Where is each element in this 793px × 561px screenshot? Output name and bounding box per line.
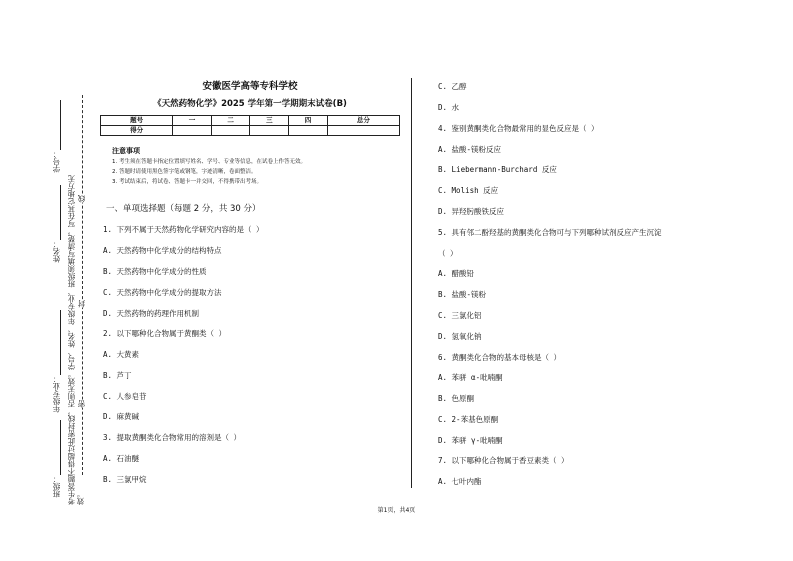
option-line: B. 色原酮 xyxy=(438,394,475,403)
option-line: C. 2-苯基色原酮 xyxy=(438,415,499,424)
option-line: D. 苯骈 γ-吡喃酮 xyxy=(438,436,503,445)
notice-item: 2. 答题时请使用黑色签字笔或钢笔，字迹清晰，卷面整洁。 xyxy=(112,169,257,175)
option-line: A. 醋酸铅 xyxy=(438,269,475,278)
question-line: 2. 以下哪种化合物属于黄酮类（ ） xyxy=(103,329,227,338)
page-number: 第1页，共4页 xyxy=(377,507,416,514)
seal-warning: 考生答题不得超过此密封线，否则无效。学号、姓名、年级专业、班级须填写清楚，写在其它地方无效。 xyxy=(67,175,85,505)
notice-heading: 注意事项 xyxy=(112,147,140,155)
option-line: B. 盐酸-镁粉 xyxy=(438,290,487,299)
option-line: A. 苯骈 α-吡喃酮 xyxy=(438,373,503,382)
grade-major-line[interactable] xyxy=(60,310,61,375)
question-line: 3. 提取黄酮类化合物常用的溶剂是（ ） xyxy=(103,433,242,442)
score-cell[interactable] xyxy=(289,126,328,136)
option-line: C. 人参皂苷 xyxy=(103,392,147,401)
option-line: A. 大黄素 xyxy=(103,350,140,359)
name-label: 姓名： xyxy=(52,240,61,263)
score-header-cell: 二 xyxy=(211,116,250,126)
class-label: 班级： xyxy=(52,475,61,498)
score-cell[interactable] xyxy=(327,126,399,136)
option-line: D. 氢氧化钠 xyxy=(438,332,482,341)
score-header-cell: 三 xyxy=(250,116,289,126)
score-cell[interactable] xyxy=(211,126,250,136)
exam-title: 《天然药物化学》2025 学年第一学期期末试卷(B) xyxy=(153,99,347,109)
student-id-label: 学号： xyxy=(52,150,61,173)
score-cell[interactable] xyxy=(250,126,289,136)
option-line: B. Liebermann-Burchard 反应 xyxy=(438,165,557,174)
score-row-label: 得分 xyxy=(101,126,173,136)
name-line[interactable] xyxy=(60,185,61,240)
student-id-line[interactable] xyxy=(60,100,61,150)
question-line: 7. 以下哪种化合物属于香豆素类（ ） xyxy=(438,456,569,465)
option-line: C. 天然药物中化学成分的提取方法 xyxy=(103,288,222,297)
grade-major-label: 年级专业： xyxy=(52,375,61,413)
option-line: B. 天然药物中化学成分的性质 xyxy=(103,267,207,276)
option-line: A. 石油醚 xyxy=(103,454,140,463)
option-line: A. 七叶内酯 xyxy=(438,477,482,486)
option-line: A. 天然药物中化学成分的结构特点 xyxy=(103,246,222,255)
option-line: D. 天然药物的药理作用机制 xyxy=(103,309,200,318)
score-header-cell: 总分 xyxy=(327,116,399,126)
option-line: D. 异羟肟酸铁反应 xyxy=(438,207,505,216)
score-table-header-row xyxy=(101,116,400,126)
option-line: B. 芦丁 xyxy=(103,371,132,380)
notice-item: 3. 考试结束后，将试卷、答题卡一并交回，不得携带出考场。 xyxy=(112,179,262,185)
question-continuation: （ ） xyxy=(438,249,458,258)
section-heading: 一、单项选择题（每题 2 分，共 30 分） xyxy=(106,204,261,214)
option-line: C. 三氯化铝 xyxy=(438,311,482,320)
question-line: 5. 具有邻二酚羟基的黄酮类化合物可与下列哪种试剂反应产生沉淀 xyxy=(438,228,662,237)
seal-char-xian: 线 xyxy=(77,195,86,203)
seal-char-feng: 封 xyxy=(77,300,86,308)
seal-char-mi: 密 xyxy=(77,400,86,408)
notice-item: 1. 考生须在答题卡指定位置填写姓名、学号、专业等信息，在试卷上作答无效。 xyxy=(112,159,306,165)
column-divider xyxy=(411,78,412,488)
option-line: B. 三氯甲烷 xyxy=(103,475,147,484)
question-line: 6. 黄酮类化合物的基本母核是（ ） xyxy=(438,353,562,362)
score-header-cell: 一 xyxy=(173,116,212,126)
school-name: 安徽医学高等专科学校 xyxy=(202,81,298,92)
class-line[interactable] xyxy=(60,420,61,475)
option-line: C. 乙醇 xyxy=(438,82,467,91)
option-line: C. Molish 反应 xyxy=(438,186,499,195)
score-header-cell: 四 xyxy=(289,116,328,126)
score-table xyxy=(100,115,400,136)
option-line: D. 水 xyxy=(438,103,460,112)
seal-cut-line xyxy=(82,95,83,475)
score-cell[interactable] xyxy=(173,126,212,136)
score-table-score-row xyxy=(101,126,400,136)
question-line: 4. 鉴别黄酮类化合物最常用的显色反应是（ ） xyxy=(438,124,599,133)
score-header-cell: 题号 xyxy=(101,116,173,126)
option-line: D. 麻黄碱 xyxy=(103,412,140,421)
question-line: 1. 下列不属于天然药物化学研究内容的是（ ） xyxy=(103,225,264,234)
option-line: A. 盐酸-镁粉反应 xyxy=(438,145,502,154)
